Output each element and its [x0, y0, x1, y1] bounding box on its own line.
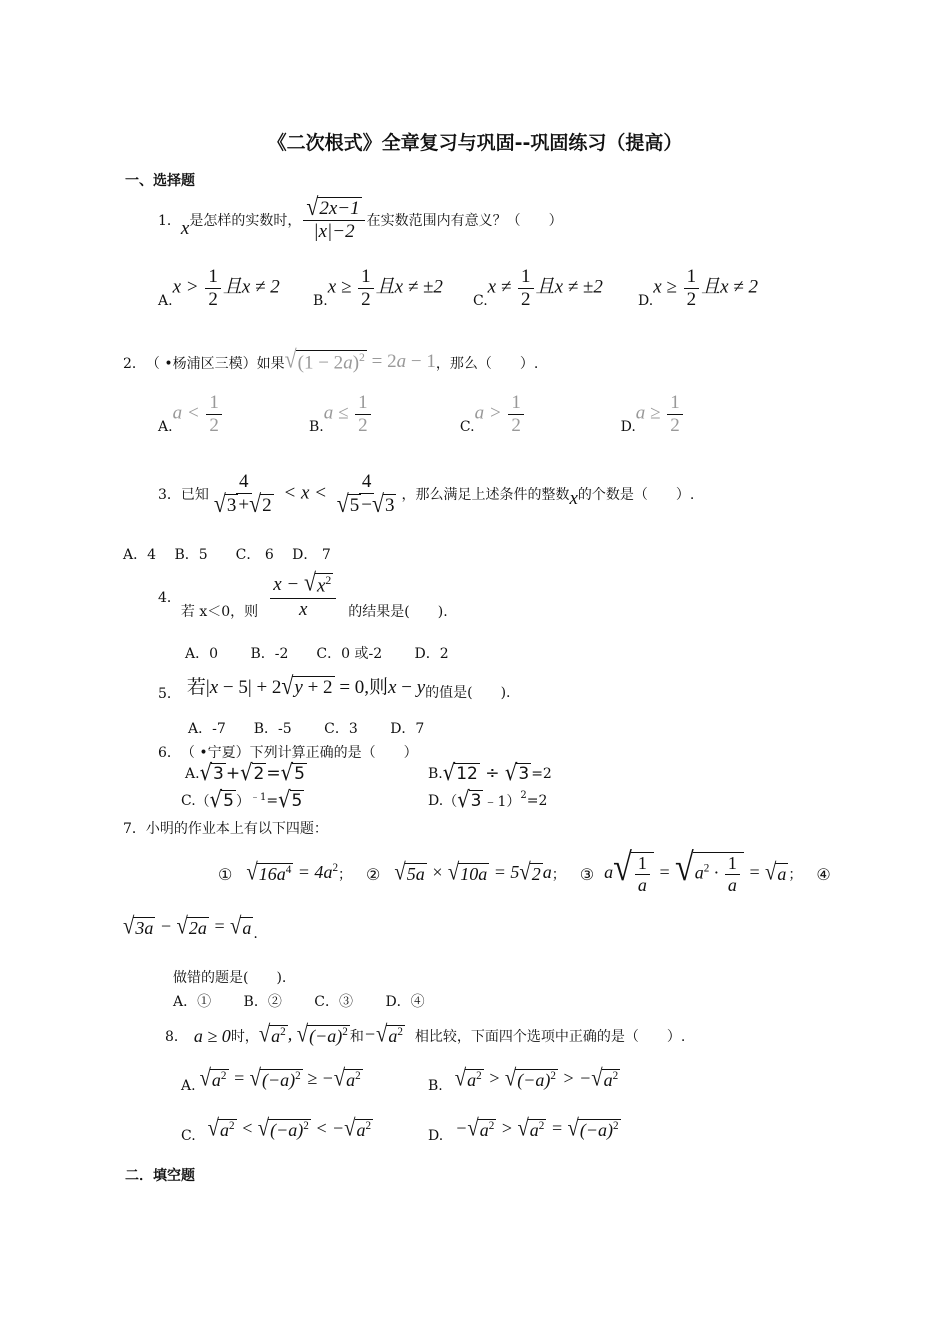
math-expression: − √ $a^2$: [363, 1022, 403, 1048]
question-text: （ •宁夏）下列计算正确的是（ ）: [180, 745, 418, 761]
option-d: D. （ √ 3 ﹣1） 2 =2: [428, 786, 548, 813]
question-7-ask: 做错的题是( ).: [173, 970, 287, 986]
math-expression: a ≥ 0: [193, 1025, 231, 1046]
math-expression: a ≥ $\frac{1}{2}$: [636, 392, 685, 437]
question-text: ，那么（ ）.: [435, 356, 539, 372]
question-2-options: [158, 392, 718, 437]
question-number: 7．: [123, 821, 146, 837]
question-8: 8． a ≥ 0 时， √ $a^2$ , √ $(-a)^2$ 和 − √ $a^2$ 相比较，下面四个选项中正确的是（ ）.: [165, 1022, 686, 1048]
math-expression: − √ $a^2$ > √ $a^2$ = √ $(-a)^2$: [455, 1116, 619, 1142]
question-2: [123, 343, 538, 383]
math-expression: x ≠ $\frac{1}{2}$ 且x ≠ ±2: [487, 266, 603, 310]
option-b: B. √ $a^2$ > √ $(-a)^2$ > − √ $a^2$: [428, 1066, 619, 1094]
math-expression: √ 5a × √ 10a = 5 √ 2 a: [394, 860, 552, 886]
math-expression: √ $a^2$ < √ $(-a)^2$ < − √ $a^2$: [207, 1116, 372, 1142]
math-expression: √ $a^2$ = √ $(-a)^2$ ≥ − √ $a^2$: [199, 1066, 361, 1092]
page-title: 《二次根式》全章复习与巩固--巩固练习（提高）: [267, 132, 683, 154]
option-a: A. √ $a^2$ = √ $(-a)^2$ ≥ − √ $a^2$: [181, 1066, 361, 1094]
option-a: A. x > $\frac{1}{2}$ 且x ≠ 2: [158, 266, 280, 310]
option-c: C. a > $\frac{1}{2}$: [460, 392, 621, 437]
math-expression: x ≥ $\frac{1}{2}$ 且x ≠ ±2: [327, 266, 443, 310]
math-expression: x ≥ $\frac{1}{2}$ 且x ≠ 2: [653, 266, 758, 310]
question-5: [158, 666, 511, 706]
option-b: B. a ≤ $\frac{1}{2}$: [309, 392, 460, 437]
question-text: 在实数范围内有意义？（ ）: [366, 213, 563, 229]
question-4-options: A．0 B．-2 C．0 或-2 D．2: [185, 646, 449, 662]
question-1: [158, 190, 563, 250]
question-text: ，那么满足上述条件的整数: [401, 487, 570, 503]
question-text: 的值是( ).: [425, 685, 511, 701]
question-1-options: [158, 266, 798, 311]
question-text: 若 x＜0，则: [180, 604, 259, 620]
option-b: B. √ 12 ÷ √ 3 =2: [428, 759, 552, 786]
math-expression: 若|x − 5| + 2 √ y + 2 = 0,则x − y: [186, 672, 426, 700]
section-heading-fill: 二．填空题: [125, 1168, 195, 1184]
option-c: C. x ≠ $\frac{1}{2}$ 且x ≠ ±2: [473, 266, 603, 310]
option-d: D. x ≥ $\frac{1}{2}$ 且x ≠ 2: [638, 266, 758, 310]
option-d: D. a ≥ $\frac{1}{2}$: [621, 392, 718, 437]
option-c: C. √ $a^2$ < √ $(-a)^2$ < − √ $a^2$: [181, 1116, 372, 1144]
question-3: [158, 466, 694, 522]
question-number: 1．: [158, 213, 181, 229]
question-3-options: A．4 B．5 C． 6 D． 7: [123, 547, 331, 563]
math-expression: √ 12 ÷ √ 3: [442, 759, 530, 786]
option-d: D. − √ $a^2$ > √ $a^2$ = √ $(-a)^2$: [428, 1116, 619, 1144]
math-expression: √ $a^2$ , √ $(-a)^2$: [258, 1022, 348, 1048]
question-text: 的结果是( ).: [348, 604, 448, 620]
question-7-items: ① √ $16a^4$ = $4a^2$ ； ② √ 5a × √ 10a = 5 √ 2 a ； ③ a √ $\frac{1}{a}$ = √ $a^2$ · $\frac{1}{a}$ = √ a ； ④: [218, 846, 831, 895]
math-expression: √ 3 + √ 2 = √ 5: [199, 759, 305, 786]
question-5-options: A．-7 B．-5 C．3 D．7: [188, 721, 425, 737]
question-number: 5．: [158, 686, 181, 702]
math-var: x: [180, 218, 190, 239]
question-text: 的个数是（ ）.: [577, 487, 695, 503]
question-4: [158, 564, 448, 630]
question-7-item-4: √ 3a − √ 2a = √ a .: [123, 914, 258, 942]
option-a: A. √ 3 + √ 2 = √ 5: [185, 759, 305, 786]
question-7: [123, 818, 328, 838]
math-var: x: [569, 488, 578, 509]
math-expression: √ $(1 - 2a)^2$ = 2a − 1: [284, 346, 436, 374]
question-number: 4．: [158, 590, 181, 606]
math-expression: √ 3a − √ 2a = √ a: [123, 914, 252, 940]
question-text: 是怎样的实数时，: [189, 213, 302, 229]
question-7-options: A．① B．② C．③ D．④: [173, 994, 425, 1010]
question-number: 2．: [123, 356, 146, 372]
math-expression: a √ $\frac{1}{a}$ = √ $a^2$ · $\frac{1}{a}$ = √ a: [604, 846, 787, 895]
math-expression: √ $16a^4$ = $4a^2$: [246, 860, 339, 886]
math-inequality: 4 √ 3 + √ 2 < x < 4 √ 5 − √ 3: [213, 470, 395, 518]
math-expression: x > $\frac{1}{2}$ 且x ≠ 2: [172, 266, 280, 310]
option-c: C. （ √ 5 ） ﹣1 = √ 5: [181, 786, 303, 813]
math-fraction: √ 2x−1 |x|−2: [301, 197, 366, 244]
math-expression: √ $a^2$ > √ $(-a)^2$ > − √ $a^2$: [454, 1066, 619, 1092]
question-text: 已知: [180, 487, 209, 503]
math-expression: a < $\frac{1}{2}$: [173, 392, 224, 437]
question-number: 8．: [165, 1029, 188, 1045]
question-number: 6．: [158, 745, 181, 761]
question-number: 3．: [158, 487, 181, 503]
math-expression: a ≤ $\frac{1}{2}$: [324, 392, 373, 437]
option-a: A. a < $\frac{1}{2}$: [158, 392, 309, 437]
math-expression: a > $\frac{1}{2}$: [475, 392, 526, 437]
option-b: B. x ≥ $\frac{1}{2}$ 且x ≠ ±2: [313, 266, 443, 310]
section-heading-choice: 一、选择题: [125, 173, 195, 189]
question-text: （ •杨浦区三模）如果: [145, 356, 285, 372]
math-fraction: x − √ $x^2$ x: [268, 573, 338, 621]
question-text: 小明的作业本上有以下四题：: [145, 821, 328, 837]
